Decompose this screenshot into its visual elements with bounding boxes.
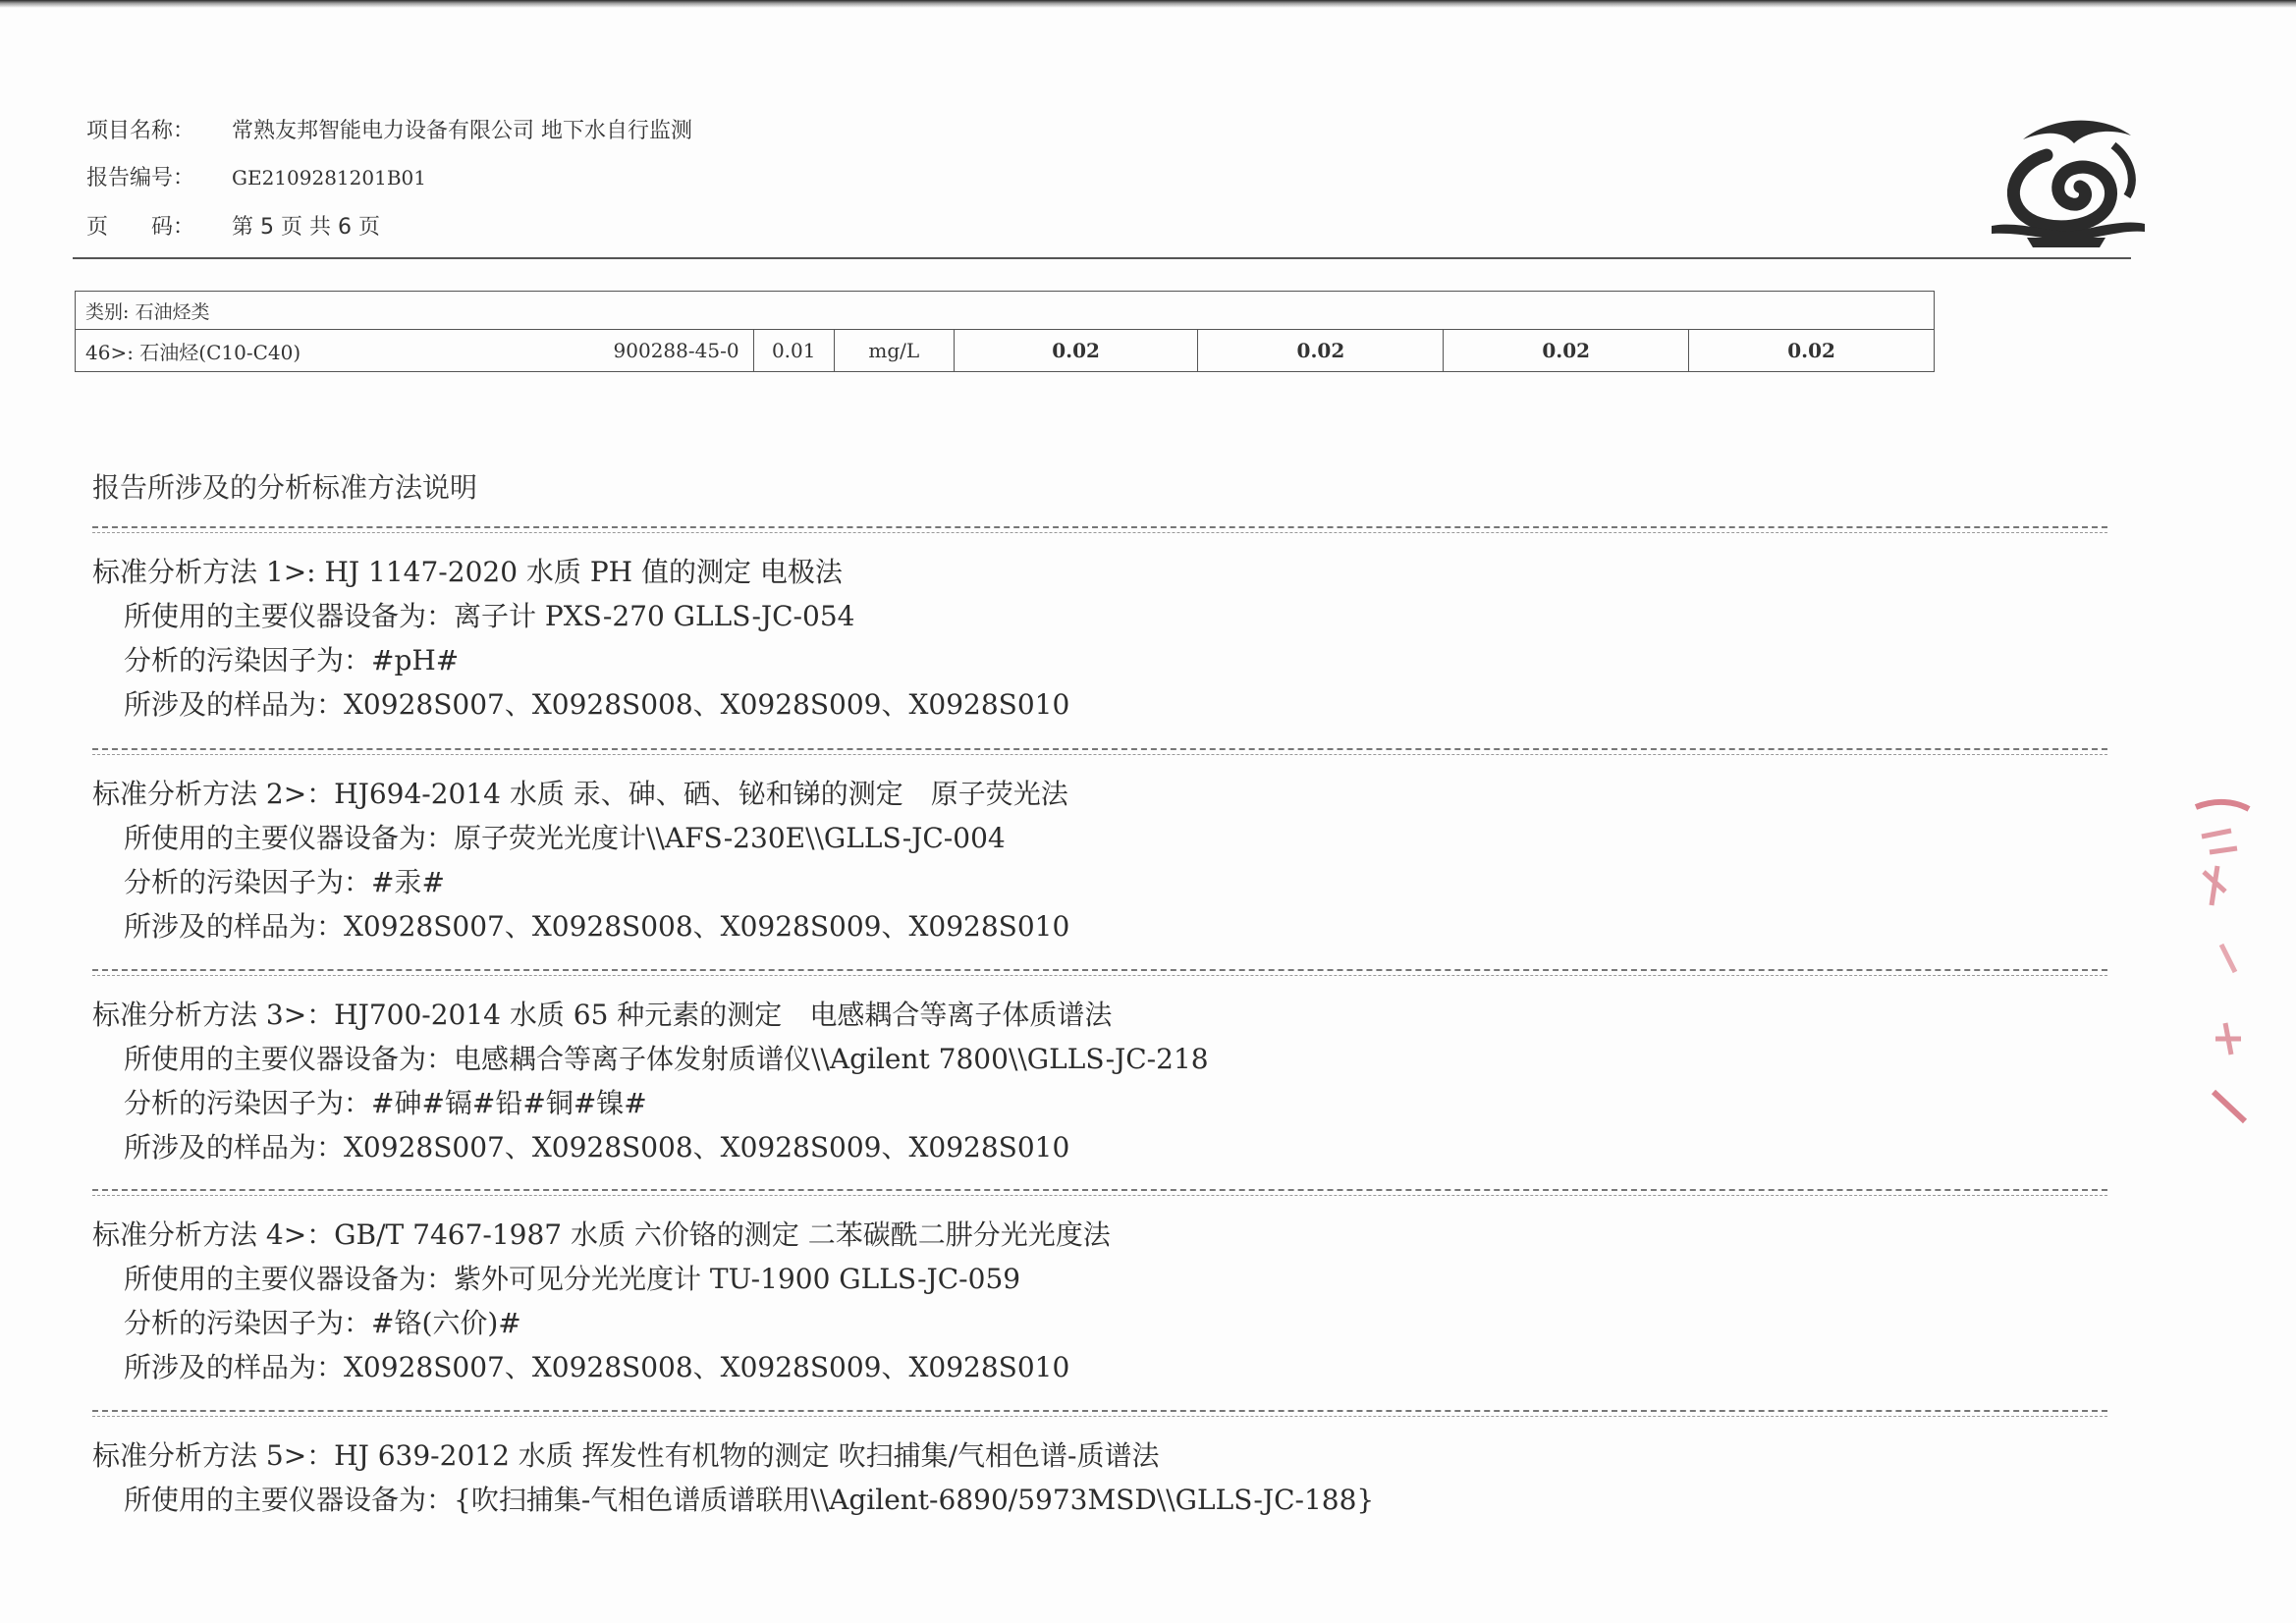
dashed-divider [92, 1410, 2107, 1417]
method-2-heading: 标准分析方法 2>：HJ694-2014 水质 汞、砷、硒、铋和锑的测定 原子荧光法 [92, 778, 1068, 810]
method-1-samples: 所涉及的样品为：X0928S007、X0928S008、X0928S009、X0928S010 [124, 688, 1070, 721]
report-number-value: GE2109281201B01 [232, 166, 426, 189]
method-4-heading: 标准分析方法 4>：GB/T 7467-1987 水质 六价铬的测定 二苯碳酰二肼分光光度法 [92, 1218, 1111, 1251]
method-4-instrument: 所使用的主要仪器设备为：紫外可见分光光度计 TU-1900 GLLS-JC-059 [124, 1263, 1021, 1295]
table-category-row [76, 292, 1935, 330]
method-5-heading: 标准分析方法 5>：HJ 639-2012 水质 挥发性有机物的测定 吹扫捕集/气相色谱-质谱法 [92, 1439, 1160, 1472]
method-4-factor: 分析的污染因子为：#铬(六价)# [124, 1307, 521, 1339]
method-1-instrument: 所使用的主要仪器设备为：离子计 PXS-270 GLLS-JC-054 [124, 600, 855, 632]
result-cell: 0.02 [1444, 330, 1689, 372]
report-number-label: 报告编号： [86, 166, 195, 190]
table-row [76, 330, 1935, 372]
result-cell: 0.02 [1689, 330, 1935, 372]
method-4-samples: 所涉及的样品为：X0928S007、X0928S008、X0928S009、X0928S010 [124, 1351, 1070, 1383]
report-number-row [86, 161, 426, 191]
results-table [75, 291, 1935, 372]
project-name-row [86, 114, 692, 144]
method-3-samples: 所涉及的样品为：X0928S007、X0928S008、X0928S009、X0928S010 [124, 1131, 1070, 1163]
page-number-value: 第 5 页 共 6 页 [232, 215, 380, 240]
dashed-divider [92, 526, 2107, 533]
section-title: 报告所涉及的分析标准方法说明 [92, 471, 478, 504]
page-number-label: 页 码： [86, 215, 195, 240]
method-2-instrument: 所使用的主要仪器设备为：原子荧光光度计\\AFS-230E\\GLLS-JC-004 [124, 822, 1006, 854]
dashed-divider [92, 1189, 2107, 1196]
method-3-heading: 标准分析方法 3>：HJ700-2014 水质 65 种元素的测定 电感耦合等离子体质谱法 [92, 999, 1113, 1031]
red-seal-stamp [2192, 797, 2251, 1131]
category-cell: 类别: 石油烃类 [76, 292, 1935, 330]
item-cell [76, 330, 754, 372]
dashed-divider [92, 748, 2107, 755]
result-cell: 0.02 [1198, 330, 1444, 372]
method-2-factor: 分析的污染因子为：#汞# [124, 866, 445, 898]
method-3-factor: 分析的污染因子为：#砷#镉#铅#铜#镍# [124, 1087, 647, 1119]
company-logo-icon [1984, 110, 2149, 247]
unit-cell: mg/L [834, 330, 954, 372]
cas-number: 900288-45-0 [613, 339, 739, 362]
method-1-factor: 分析的污染因子为：#pH# [124, 644, 460, 676]
method-5-instrument: 所使用的主要仪器设备为：{吹扫捕集-气相色谱质谱联用\\Agilent-6890/5973MSD\\GLLS-JC-188} [124, 1484, 1375, 1516]
method-1-heading: 标准分析方法 1>: HJ 1147-2020 水质 PH 值的测定 电极法 [92, 556, 843, 588]
header-divider [73, 257, 2131, 259]
scan-top-edge [0, 0, 2296, 8]
page-number-row [86, 210, 380, 241]
item-name: 46>: 石油烃(C10-C40) [85, 340, 301, 364]
detection-limit-cell: 0.01 [753, 330, 834, 372]
result-cell: 0.02 [954, 330, 1198, 372]
method-3-instrument: 所使用的主要仪器设备为：电感耦合等离子体发射质谱仪\\Agilent 7800\\GLLS-JC-218 [124, 1043, 1209, 1075]
project-name-value: 常熟友邦智能电力设备有限公司 地下水自行监测 [232, 119, 692, 143]
dashed-divider [92, 969, 2107, 976]
project-name-label: 项目名称： [86, 119, 195, 143]
method-2-samples: 所涉及的样品为：X0928S007、X0928S008、X0928S009、X0928S010 [124, 910, 1070, 943]
